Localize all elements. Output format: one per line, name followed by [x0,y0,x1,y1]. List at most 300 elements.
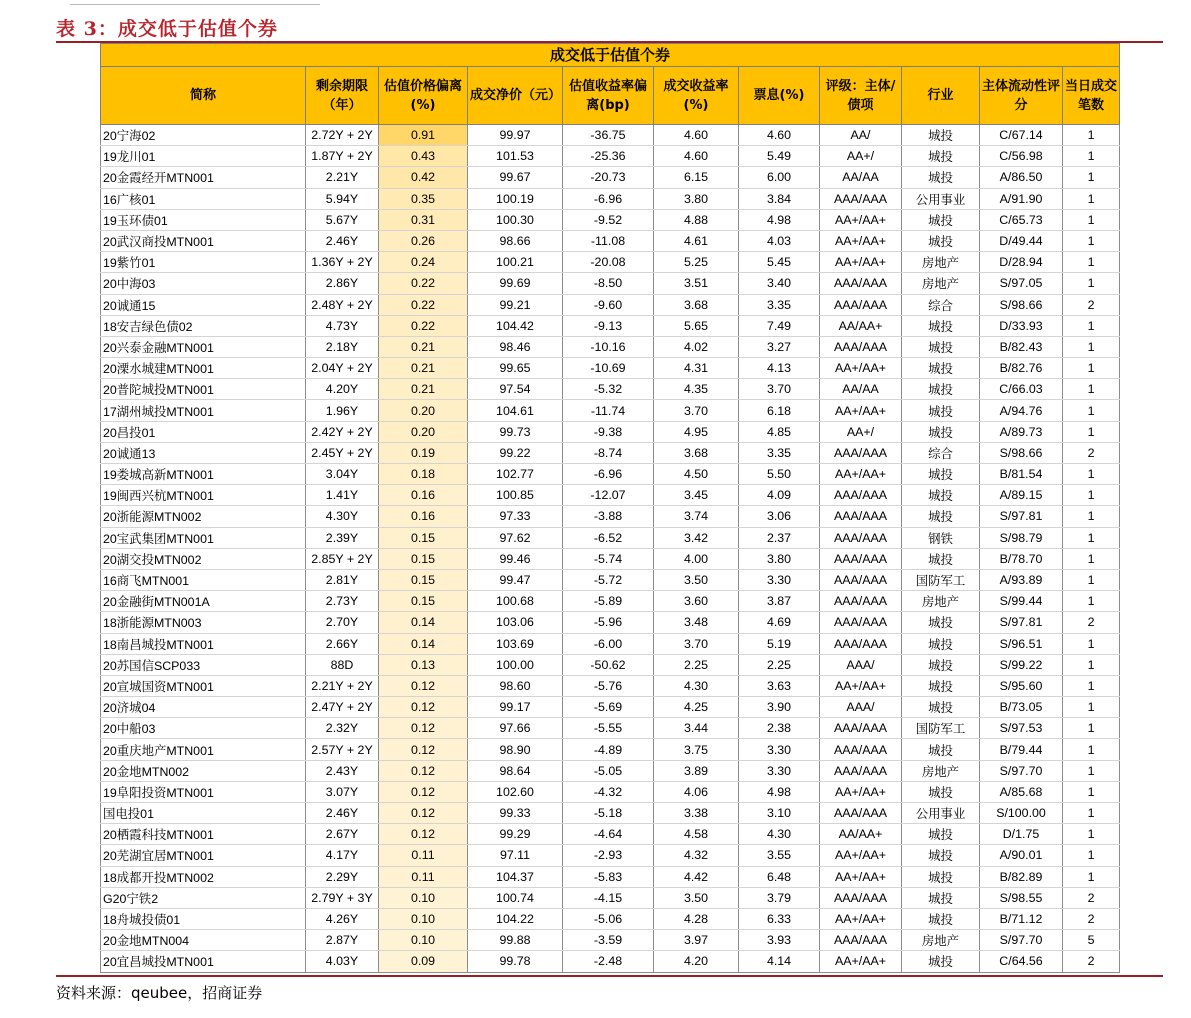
cell-bond-name: 18南昌城投MTN001 [101,633,306,654]
cell-liquidity-score: D/49.44 [980,230,1063,251]
cell-rating: AA/AA+ [820,315,902,336]
cell-price-deviation: 0.13 [379,654,468,675]
cell-liquidity-score: A/89.15 [980,485,1063,506]
cell-liquidity-score: S/99.22 [980,654,1063,675]
cell-liquidity-score: B/81.54 [980,464,1063,485]
cell-trade-yield: 4.30 [654,675,739,696]
cell-trade-yield: 4.42 [654,866,739,887]
cell-rating: AAA/AAA [820,442,902,463]
table-row [101,781,1120,802]
cell-liquidity-score: S/98.55 [980,887,1063,908]
cell-clean-price: 99.46 [468,548,563,569]
cell-liquidity-score: C/67.14 [980,125,1063,146]
cell-yield-deviation: -2.48 [563,951,654,972]
cell-remaining-term: 2.46Y [306,803,379,824]
table-row [101,697,1120,718]
cell-trade-yield: 3.45 [654,485,739,506]
cell-coupon: 3.10 [739,803,820,824]
cell-industry: 城投 [902,167,980,188]
cell-liquidity-score: B/79.44 [980,739,1063,760]
cell-trade-yield: 3.68 [654,294,739,315]
cell-industry: 钢铁 [902,527,980,548]
cell-trade-yield: 5.65 [654,315,739,336]
cell-trade-yield: 3.70 [654,633,739,654]
cell-industry: 房地产 [902,273,980,294]
cell-bond-name: 18舟城投债01 [101,908,306,929]
cell-trade-yield: 4.20 [654,951,739,972]
table-row [101,146,1120,167]
cell-industry: 城投 [902,824,980,845]
cell-trade-count: 1 [1063,633,1120,654]
cell-trade-count: 1 [1063,866,1120,887]
cell-industry: 城投 [902,336,980,357]
cell-liquidity-score: A/85.68 [980,781,1063,802]
cell-trade-count: 1 [1063,209,1120,230]
cell-liquidity-score: D/1.75 [980,824,1063,845]
cell-yield-deviation: -9.60 [563,294,654,315]
cell-rating: AA/AA [820,167,902,188]
cell-clean-price: 97.66 [468,718,563,739]
cell-coupon: 6.18 [739,400,820,421]
table-row [101,167,1120,188]
header-trade-count: 当日成交笔数 [1063,67,1120,125]
table-row [101,951,1120,972]
cell-price-deviation: 0.26 [379,230,468,251]
cell-bond-name: 20金地MTN004 [101,930,306,951]
cell-trade-yield: 4.88 [654,209,739,230]
cell-coupon: 3.35 [739,442,820,463]
cell-industry: 城投 [902,464,980,485]
cell-clean-price: 100.30 [468,209,563,230]
cell-price-deviation: 0.15 [379,591,468,612]
table-row [101,930,1120,951]
cell-clean-price: 99.21 [468,294,563,315]
cell-clean-price: 97.11 [468,845,563,866]
cell-industry: 综合 [902,294,980,315]
cell-yield-deviation: -6.00 [563,633,654,654]
cell-coupon: 3.80 [739,548,820,569]
cell-price-deviation: 0.12 [379,718,468,739]
cell-remaining-term: 2.04Y + 2Y [306,358,379,379]
cell-price-deviation: 0.16 [379,506,468,527]
cell-remaining-term: 2.21Y + 2Y [306,675,379,696]
cell-liquidity-score: S/99.44 [980,591,1063,612]
cell-rating: AA/AA+ [820,824,902,845]
cell-liquidity-score: D/33.93 [980,315,1063,336]
cell-trade-yield: 6.15 [654,167,739,188]
cell-price-deviation: 0.22 [379,294,468,315]
cell-price-deviation: 0.15 [379,569,468,590]
cell-rating: AA+/AA+ [820,845,902,866]
cell-industry: 城投 [902,230,980,251]
cell-clean-price: 97.54 [468,379,563,400]
cell-trade-yield: 4.61 [654,230,739,251]
cell-industry: 城投 [902,887,980,908]
cell-trade-yield: 3.44 [654,718,739,739]
cell-clean-price: 99.88 [468,930,563,951]
cell-coupon: 3.55 [739,845,820,866]
table-row [101,315,1120,336]
cell-coupon: 4.98 [739,781,820,802]
cell-clean-price: 100.74 [468,887,563,908]
cell-liquidity-score: A/90.01 [980,845,1063,866]
cell-price-deviation: 0.21 [379,336,468,357]
cell-clean-price: 98.90 [468,739,563,760]
cell-yield-deviation: -3.59 [563,930,654,951]
table-row [101,612,1120,633]
cell-remaining-term: 2.57Y + 2Y [306,739,379,760]
table-row [101,379,1120,400]
cell-remaining-term: 2.81Y [306,569,379,590]
cell-trade-yield: 4.95 [654,421,739,442]
cell-remaining-term: 4.26Y [306,908,379,929]
cell-clean-price: 104.37 [468,866,563,887]
cell-clean-price: 102.77 [468,464,563,485]
cell-trade-count: 2 [1063,951,1120,972]
cell-remaining-term: 88D [306,654,379,675]
cell-rating: AA+/AA+ [820,675,902,696]
cell-yield-deviation: -8.50 [563,273,654,294]
cell-remaining-term: 5.94Y [306,188,379,209]
cell-price-deviation: 0.14 [379,633,468,654]
cell-coupon: 3.30 [739,739,820,760]
cell-trade-count: 1 [1063,358,1120,379]
cell-clean-price: 100.85 [468,485,563,506]
cell-industry: 城投 [902,125,980,146]
cell-rating: AA+/AA+ [820,951,902,972]
cell-coupon: 5.19 [739,633,820,654]
cell-bond-name: 20栖霞科技MTN001 [101,824,306,845]
cell-industry: 国防军工 [902,718,980,739]
cell-remaining-term: 2.79Y + 3Y [306,887,379,908]
cell-remaining-term: 2.29Y [306,866,379,887]
cell-trade-count: 1 [1063,760,1120,781]
cell-coupon: 6.48 [739,866,820,887]
cell-trade-count: 1 [1063,146,1120,167]
cell-yield-deviation: -9.38 [563,421,654,442]
cell-industry: 城投 [902,866,980,887]
cell-yield-deviation: -11.08 [563,230,654,251]
cell-yield-deviation: -9.13 [563,315,654,336]
cell-trade-yield: 4.35 [654,379,739,400]
cell-clean-price: 99.65 [468,358,563,379]
cell-trade-count: 1 [1063,675,1120,696]
cell-yield-deviation: -5.72 [563,569,654,590]
header-remaining-term: 剩余期限（年） [306,67,379,125]
cell-liquidity-score: S/100.00 [980,803,1063,824]
table-banner: 成交低于估值个券 [101,44,1120,67]
cell-trade-count: 1 [1063,527,1120,548]
cell-coupon: 3.79 [739,887,820,908]
cell-industry: 城投 [902,951,980,972]
cell-clean-price: 99.47 [468,569,563,590]
cell-yield-deviation: -10.69 [563,358,654,379]
cell-bond-name: 18浙能源MTN003 [101,612,306,633]
cell-industry: 城投 [902,633,980,654]
table-row [101,887,1120,908]
cell-coupon: 5.49 [739,146,820,167]
cell-bond-name: 20金霞经开MTN001 [101,167,306,188]
cell-price-deviation: 0.20 [379,421,468,442]
cell-trade-yield: 3.68 [654,442,739,463]
cell-price-deviation: 0.18 [379,464,468,485]
table-row [101,125,1120,146]
cell-industry: 公用事业 [902,188,980,209]
cell-coupon: 4.03 [739,230,820,251]
table-row [101,569,1120,590]
cell-price-deviation: 0.12 [379,675,468,696]
cell-liquidity-score: A/93.89 [980,569,1063,590]
cell-price-deviation: 0.21 [379,358,468,379]
cell-yield-deviation: -5.32 [563,379,654,400]
cell-trade-count: 1 [1063,548,1120,569]
cell-industry: 城投 [902,400,980,421]
cell-trade-count: 1 [1063,739,1120,760]
cell-remaining-term: 2.70Y [306,612,379,633]
table-row [101,654,1120,675]
cell-liquidity-score: C/56.98 [980,146,1063,167]
cell-rating: AAA/AAA [820,612,902,633]
cell-yield-deviation: -5.06 [563,908,654,929]
table-body [101,125,1120,973]
cell-bond-name: 20芜湖宜居MTN001 [101,845,306,866]
cell-trade-count: 2 [1063,908,1120,929]
cell-trade-count: 1 [1063,569,1120,590]
cell-industry: 房地产 [902,930,980,951]
cell-clean-price: 100.68 [468,591,563,612]
cell-liquidity-score: C/64.56 [980,951,1063,972]
cell-price-deviation: 0.12 [379,760,468,781]
cell-industry: 房地产 [902,252,980,273]
cell-remaining-term: 3.07Y [306,781,379,802]
cell-coupon: 2.37 [739,527,820,548]
cell-clean-price: 98.46 [468,336,563,357]
cell-rating: AA+/ [820,146,902,167]
table-row [101,421,1120,442]
bond-table [100,43,1120,973]
cell-price-deviation: 0.20 [379,400,468,421]
cell-trade-count: 2 [1063,612,1120,633]
cell-trade-count: 1 [1063,718,1120,739]
cell-liquidity-score: A/94.76 [980,400,1063,421]
cell-liquidity-score: S/97.05 [980,273,1063,294]
cell-liquidity-score: B/71.12 [980,908,1063,929]
cell-trade-yield: 3.51 [654,273,739,294]
cell-rating: AA+/AA+ [820,781,902,802]
cell-price-deviation: 0.12 [379,803,468,824]
table-row [101,188,1120,209]
cell-liquidity-score: B/73.05 [980,697,1063,718]
cell-price-deviation: 0.22 [379,315,468,336]
cell-rating: AA+/AA+ [820,464,902,485]
cell-coupon: 3.70 [739,379,820,400]
cell-yield-deviation: -4.89 [563,739,654,760]
cell-trade-yield: 3.89 [654,760,739,781]
cell-coupon: 3.30 [739,760,820,781]
cell-clean-price: 100.19 [468,188,563,209]
cell-coupon: 4.14 [739,951,820,972]
cell-coupon: 5.45 [739,252,820,273]
cell-trade-yield: 4.02 [654,336,739,357]
table-row [101,633,1120,654]
cell-price-deviation: 0.22 [379,273,468,294]
cell-remaining-term: 1.36Y + 2Y [306,252,379,273]
cell-trade-count: 1 [1063,803,1120,824]
cell-clean-price: 99.33 [468,803,563,824]
cell-bond-name: 20武汉商投MTN001 [101,230,306,251]
cell-industry: 城投 [902,146,980,167]
cell-price-deviation: 0.21 [379,379,468,400]
cell-rating: AAA/AAA [820,336,902,357]
cell-rating: AAA/AAA [820,273,902,294]
cell-trade-count: 1 [1063,697,1120,718]
cell-rating: AA+/AA+ [820,358,902,379]
cell-bond-name: 20兴泰金融MTN001 [101,336,306,357]
cell-rating: AA/ [820,125,902,146]
cell-clean-price: 98.60 [468,675,563,696]
cell-yield-deviation: -10.16 [563,336,654,357]
cell-bond-name: 20苏国信SCP033 [101,654,306,675]
cell-remaining-term: 2.72Y + 2Y [306,125,379,146]
cell-bond-name: 20浙能源MTN002 [101,506,306,527]
cell-remaining-term: 2.73Y [306,591,379,612]
cell-bond-name: 19紫竹01 [101,252,306,273]
cell-remaining-term: 2.48Y + 2Y [306,294,379,315]
table-row [101,866,1120,887]
cell-yield-deviation: -5.96 [563,612,654,633]
table-row [101,908,1120,929]
cell-trade-yield: 3.38 [654,803,739,824]
table-row [101,485,1120,506]
cell-yield-deviation: -5.74 [563,548,654,569]
table-row [101,527,1120,548]
header-liquidity-score: 主体流动性评分 [980,67,1063,125]
cell-liquidity-score: C/66.03 [980,379,1063,400]
cell-trade-count: 1 [1063,273,1120,294]
table-row [101,675,1120,696]
cell-remaining-term: 5.67Y [306,209,379,230]
cell-liquidity-score: B/82.76 [980,358,1063,379]
cell-price-deviation: 0.42 [379,167,468,188]
table-row [101,464,1120,485]
cell-trade-count: 1 [1063,485,1120,506]
cell-trade-yield: 4.31 [654,358,739,379]
cell-clean-price: 99.69 [468,273,563,294]
cell-liquidity-score: B/82.89 [980,866,1063,887]
cell-bond-name: G20宁铁2 [101,887,306,908]
cell-rating: AAA/ [820,697,902,718]
cell-coupon: 7.49 [739,315,820,336]
cell-rating: AA+/AA+ [820,230,902,251]
cell-clean-price: 97.62 [468,527,563,548]
cell-liquidity-score: S/98.66 [980,294,1063,315]
cell-remaining-term: 4.30Y [306,506,379,527]
source-note: 资料来源：qeubee，招商证券 [56,984,263,1002]
cell-price-deviation: 0.19 [379,442,468,463]
cell-yield-deviation: -20.73 [563,167,654,188]
cell-yield-deviation: -25.36 [563,146,654,167]
cell-trade-yield: 4.60 [654,146,739,167]
cell-trade-yield: 2.25 [654,654,739,675]
cell-bond-name: 20诚通13 [101,442,306,463]
cell-clean-price: 99.22 [468,442,563,463]
cell-bond-name: 20昌投01 [101,421,306,442]
cell-bond-name: 20中船03 [101,718,306,739]
cell-industry: 城投 [902,781,980,802]
cell-remaining-term: 2.86Y [306,273,379,294]
cell-rating: AA+/AA+ [820,866,902,887]
cell-yield-deviation: -6.96 [563,188,654,209]
cell-trade-count: 1 [1063,167,1120,188]
cell-bond-name: 20宁海02 [101,125,306,146]
table-row [101,252,1120,273]
table-row [101,506,1120,527]
cell-liquidity-score: S/96.51 [980,633,1063,654]
cell-rating: AAA/AAA [820,188,902,209]
cell-price-deviation: 0.11 [379,866,468,887]
cell-coupon: 5.50 [739,464,820,485]
cell-rating: AAA/AAA [820,760,902,781]
cell-trade-yield: 5.25 [654,252,739,273]
cell-yield-deviation: -12.07 [563,485,654,506]
cell-price-deviation: 0.15 [379,548,468,569]
table-row [101,718,1120,739]
cell-trade-count: 1 [1063,252,1120,273]
cell-trade-yield: 3.97 [654,930,739,951]
table-row [101,548,1120,569]
cell-industry: 城投 [902,358,980,379]
cell-liquidity-score: S/97.81 [980,506,1063,527]
cell-liquidity-score: C/65.73 [980,209,1063,230]
cell-trade-yield: 4.50 [654,464,739,485]
cell-industry: 城投 [902,379,980,400]
table-row [101,336,1120,357]
cell-price-deviation: 0.12 [379,824,468,845]
header-coupon: 票息(%) [739,67,820,125]
cell-rating: AA+/AA+ [820,400,902,421]
cell-yield-deviation: -6.96 [563,464,654,485]
cell-bond-name: 19阜阳投资MTN001 [101,781,306,802]
cell-industry: 房地产 [902,591,980,612]
header-row [101,67,1120,125]
cell-trade-yield: 4.58 [654,824,739,845]
cell-yield-deviation: -4.64 [563,824,654,845]
table-row [101,358,1120,379]
cell-trade-count: 2 [1063,887,1120,908]
cell-remaining-term: 2.39Y [306,527,379,548]
cell-price-deviation: 0.15 [379,527,468,548]
cell-bond-name: 国电投01 [101,803,306,824]
cell-industry: 公用事业 [902,803,980,824]
cell-rating: AAA/AAA [820,591,902,612]
cell-trade-count: 1 [1063,845,1120,866]
cell-remaining-term: 4.17Y [306,845,379,866]
cell-trade-yield: 3.75 [654,739,739,760]
cell-liquidity-score: B/82.43 [980,336,1063,357]
cell-trade-yield: 4.00 [654,548,739,569]
cell-yield-deviation: -20.08 [563,252,654,273]
cell-yield-deviation: -50.62 [563,654,654,675]
table-row [101,845,1120,866]
cell-coupon: 3.84 [739,188,820,209]
cell-bond-name: 20中海03 [101,273,306,294]
cell-clean-price: 102.60 [468,781,563,802]
cell-trade-yield: 3.70 [654,400,739,421]
cell-bond-name: 19娄城高新MTN001 [101,464,306,485]
cell-coupon: 3.27 [739,336,820,357]
cell-trade-yield: 4.25 [654,697,739,718]
cell-remaining-term: 2.21Y [306,167,379,188]
